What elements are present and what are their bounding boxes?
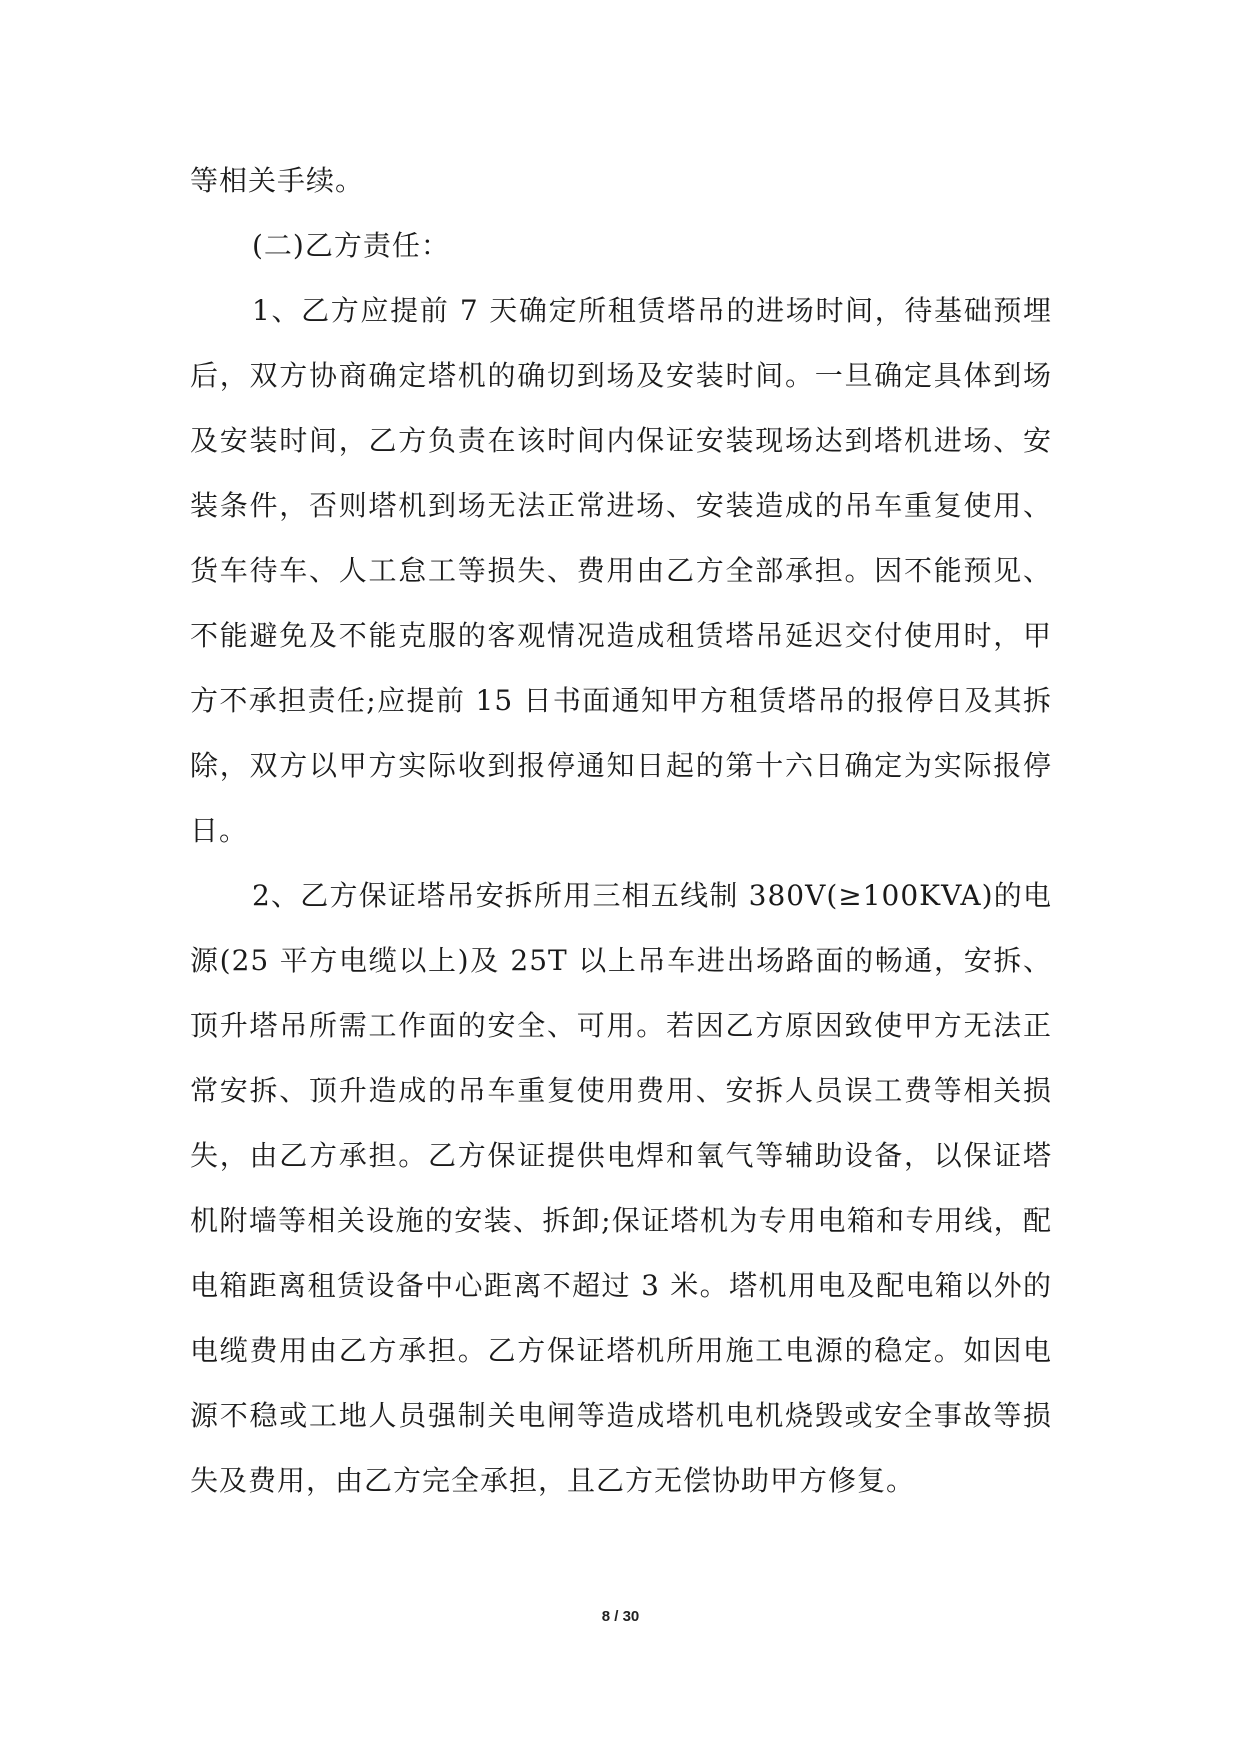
section-heading-party-b-responsibility: (二)乙方责任：	[252, 229, 450, 262]
document-body	[190, 148, 1052, 1513]
page-number: 8 / 30	[601, 1608, 640, 1625]
paragraph-clause-1: 1、乙方应提前 7 天确定所租赁塔吊的进场时间，待基础预埋后，双方协商确定塔机的确切到场及安装时间。一旦确定具体到场及安装时间，乙方负责在该时间内保证安装现场达到塔机进场、安装条件，否则塔机到场无法正常进场、安装造成的吊车重复使用、货车待车、人工怠工等损失、费用由乙方全部承担。因不能预见、不能避免及不能克服的客观情况造成租赁塔吊延迟交付使用时，甲方不承担责任;应提前 15 日书面通知甲方租赁塔吊的报停日及其拆除，双方以甲方实际收到报停通知日起的第十六日确定为实际报停日。	[190, 294, 1052, 847]
paragraph-continuation: 等相关手续。	[190, 164, 365, 197]
paragraph-clause-2: 2、乙方保证塔吊安拆所用三相五线制 380V(≥100KVA)的电源(25 平方电缆以上)及 25T 以上吊车进出场路面的畅通，安拆、顶升塔吊所需工作面的安全、可用。若因乙方原因致使甲方无法正常安拆、顶升造成的吊车重复使用费用、安拆人员误工费等相关损失，由乙方承担。乙方保证提供电焊和氧气等辅助设备，以保证塔机附墙等相关设施的安装、拆卸;保证塔机为专用电箱和专用线，配电箱距离租赁设备中心距离不超过 3 米。塔机用电及配电箱以外的电缆费用由乙方承担。乙方保证塔机所用施工电源的稳定。如因电源不稳或工地人员强制关电闸等造成塔机电机烧毁或安全事故等损失及费用，由乙方完全承担，且乙方无偿协助甲方修复。	[190, 879, 1052, 1497]
